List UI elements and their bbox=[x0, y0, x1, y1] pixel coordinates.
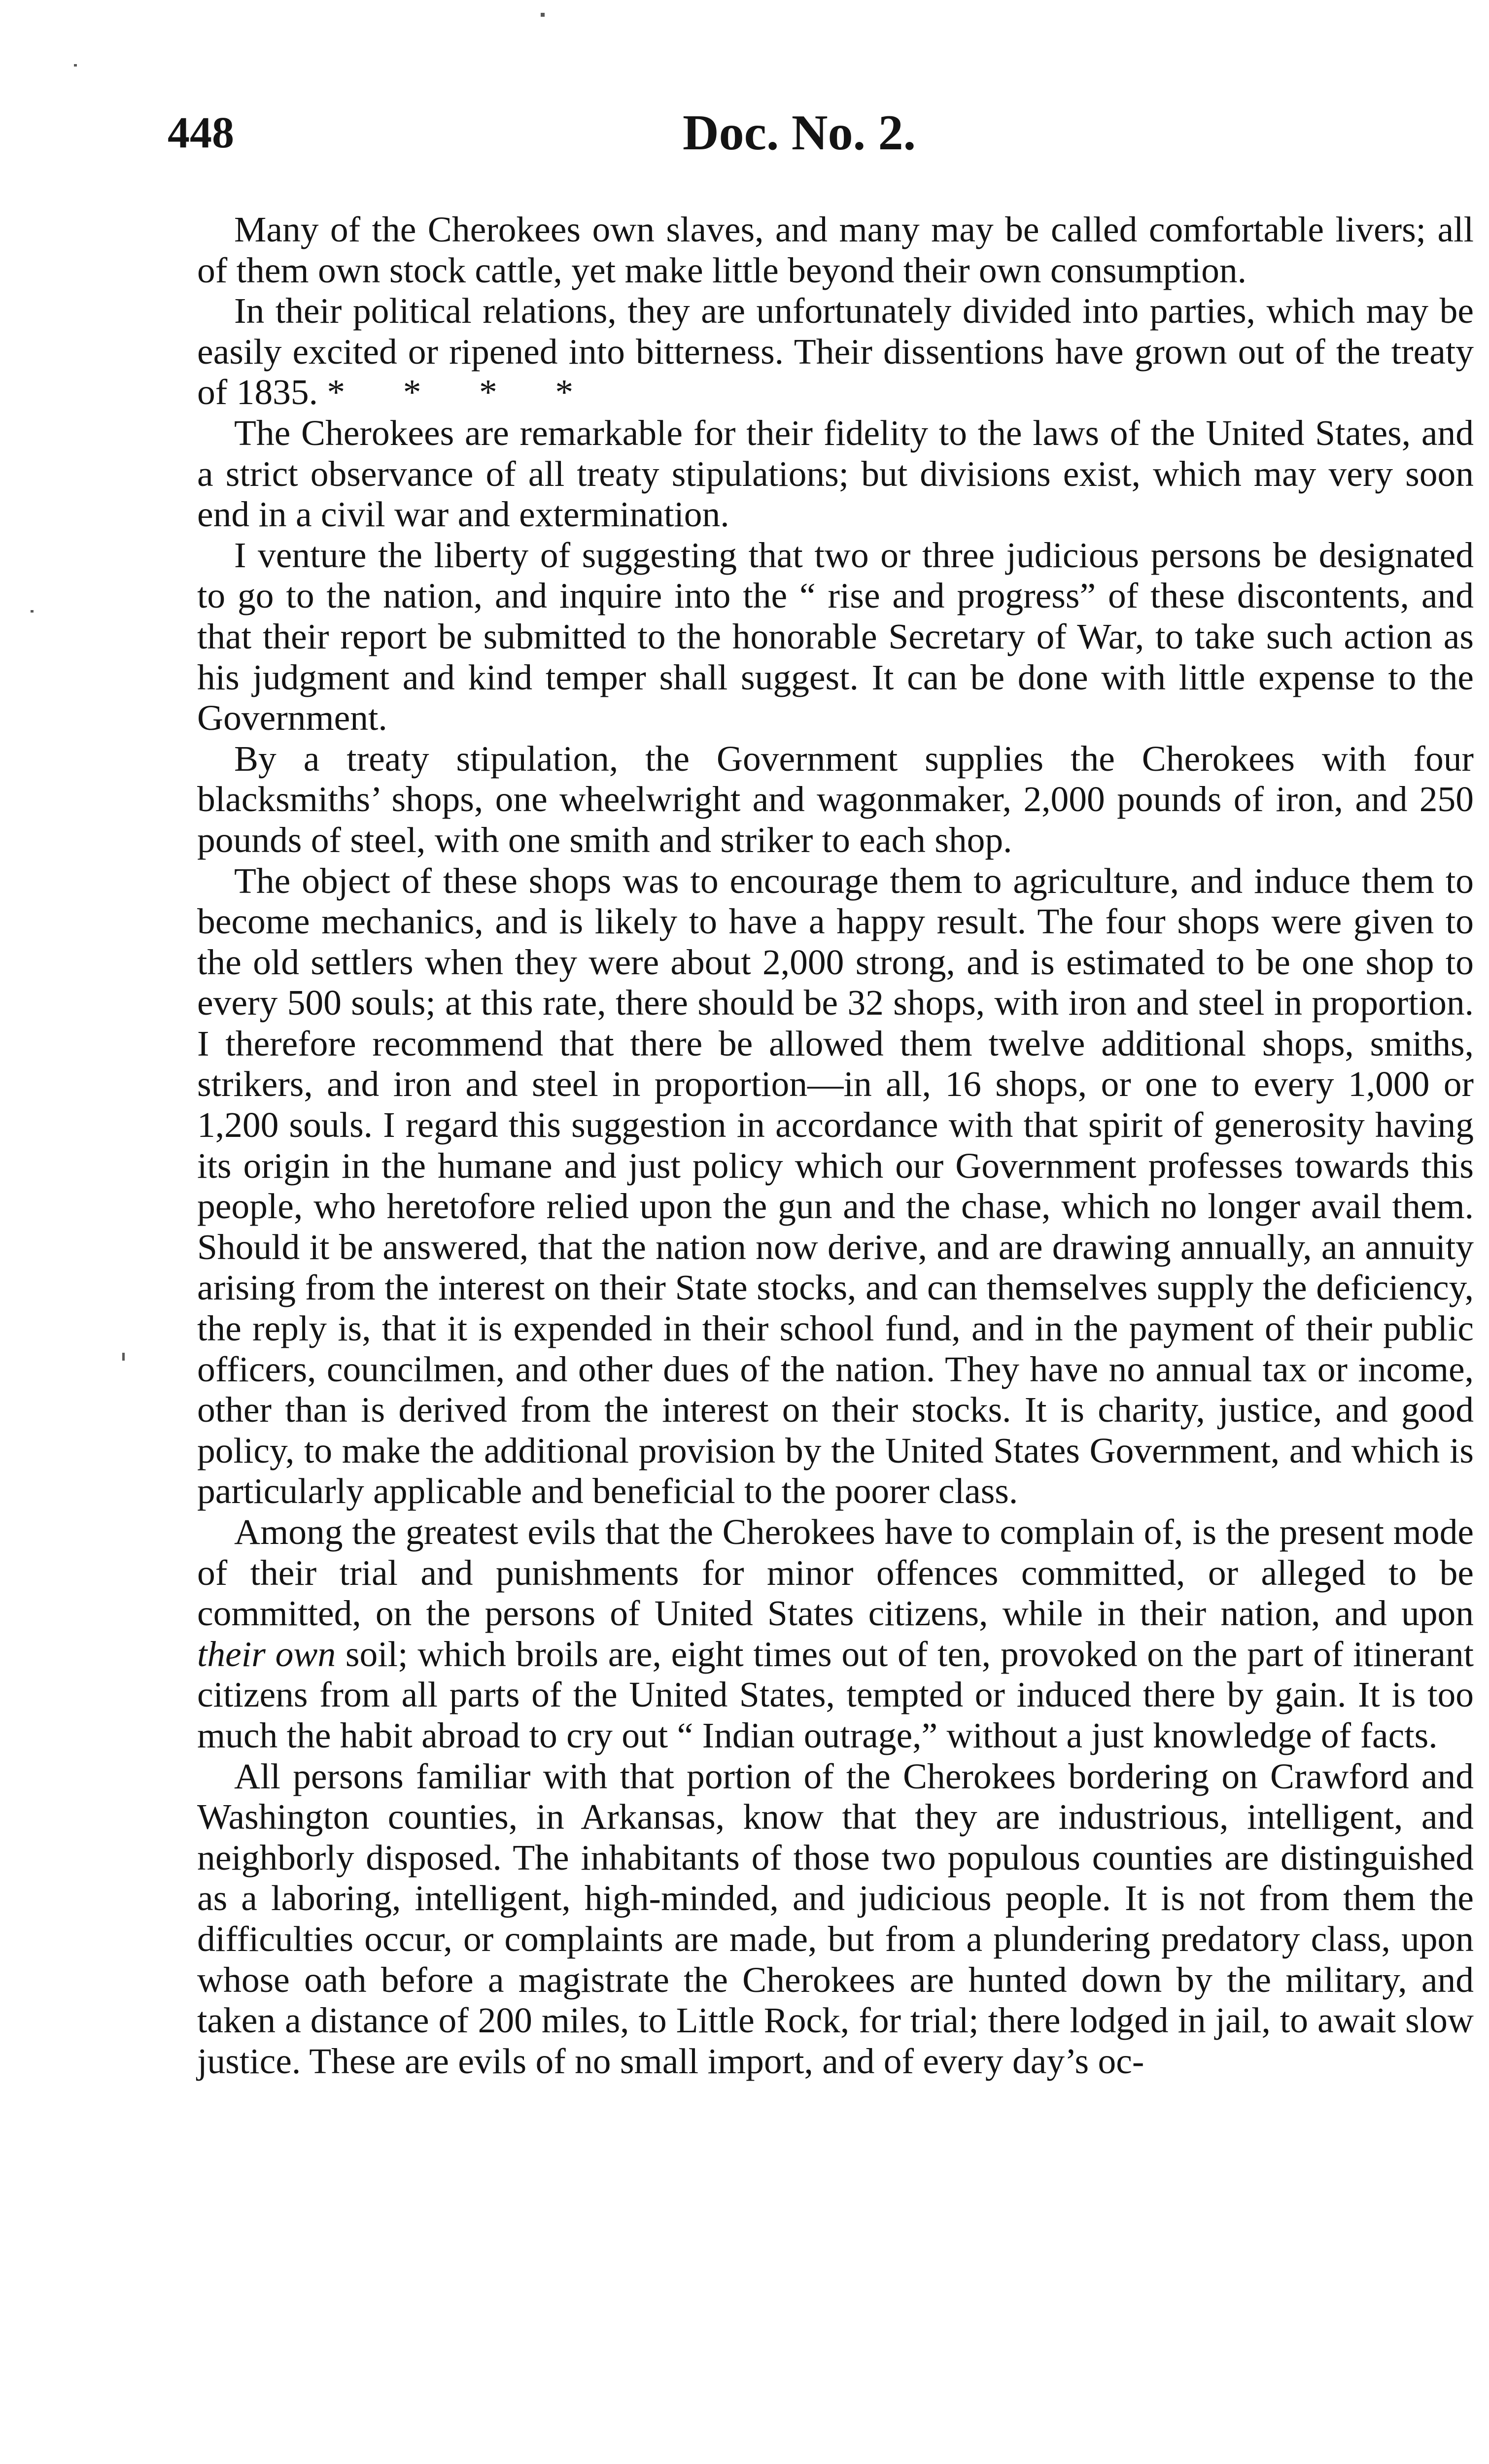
paragraph bbox=[197, 413, 1474, 535]
paragraph-text: soil; which broils are, eight times out of ten, provoked on the part of itinerant citizens from all parts of the United States, tempted or induced there by gain. It is too much the habit abroad to cry out “ Indian outrage,” without a just knowledge of facts. bbox=[197, 1634, 1474, 1755]
paragraph-text: All persons familiar with that portion of the Cherokees bordering on Crawford and Washington counties, in Arkansas, know that they are industrious, intelligent, and neighborly disposed. The inhabitants of those two populous counties are distinguished as a laboring, intelligent, high-minded, and judicious people. It is not from them the difficulties occur, or complaints are made, but from a plundering predatory class, upon whose oath before a magistrate the Cherokees are hunted down by the military, and taken a distance of 200 miles, to Little Rock, for trial; there lodged in jail, to await slow justice. These are evils of no small import, and of every day’s oc- bbox=[197, 1756, 1474, 2081]
italic-emphasis: their own bbox=[197, 1634, 336, 1674]
paragraph-text: In their political relations, they are unfortunately divided into parties, which may be easily excited or ripened into bitterness. Their dissentions have grown out of the treaty of 1835. bbox=[197, 291, 1474, 412]
paragraph bbox=[197, 1512, 1474, 1756]
page-header bbox=[168, 106, 1479, 170]
paragraph-text: Among the greatest evils that the Cherokees have to complain of, is the present mode of their trial and punishments for minor offences committed, or alleged to be committed, on the persons of United States citizens, while in their nation, and upon bbox=[197, 1512, 1474, 1634]
body-text bbox=[197, 209, 1474, 2082]
paragraph bbox=[197, 209, 1474, 291]
paragraph bbox=[197, 1756, 1474, 2082]
paragraph-text: The object of these shops was to encourage them to agriculture, and induce them to become mechanics, and is likely to have a happy result. The four shops were given to the old settlers when they were about 2,000 strong, and is estimated to be one shop to every 500 souls; at this rate, there should be 32 shops, with iron and steel in proportion. I therefore recommend that there be allowed them twelve additional shops, smiths, strikers, and iron and steel in proportion—in all, 16 shops, or one to every 1,000 or 1,200 souls. I regard this suggestion in accordance with that spirit of generosity having its origin in the humane and just policy which our Government professes towards this people, who heretofore relied upon the gun and the chase, which no longer avail them. Should it be answered, that the nation now derive, and are drawing annually, an annuity arising from the interest on their State stocks, and can themselves supply the deficiency, the reply is, that it is expended in their school fund, and in the payment of their public officers, councilmen, and other dues of the nation. They have no annual tax or income, other than is derived from the interest on their stocks. It is charity, justice, and good policy, to make the additional provision by the United States Government, and which is particularly applicable and beneficial to the poorer class. bbox=[197, 860, 1474, 1511]
paragraph bbox=[197, 535, 1474, 739]
paragraph bbox=[197, 861, 1474, 1512]
paragraph-text: Many of the Cherokees own slaves, and many may be called comfortable livers; all of them own stock cattle, yet make little beyond their own consumption. bbox=[197, 209, 1474, 290]
paragraph bbox=[197, 739, 1474, 861]
paragraph-text: I venture the liberty of suggesting that two or three judicious persons be designated to go to the nation, and inquire into the “ rise and progress” of these discontents, and that their report be submitted to the honorable Secretary of War, to take such action as his judgment and kind temper shall suggest. It can be done with little expense to the Government. bbox=[197, 535, 1474, 738]
paragraph bbox=[197, 291, 1474, 413]
asterisks-ellipsis: * * * * bbox=[327, 372, 574, 412]
page-number: 448 bbox=[168, 108, 234, 157]
paragraph-text: The Cherokees are remarkable for their fidelity to the laws of the United States, and a strict observance of all treaty stipulations; but divisions exist, which may very soon end in a civil war and extermination. bbox=[197, 412, 1474, 535]
paragraph-text: By a treaty stipulation, the Government supplies the Cherokees with four blacksmiths’ shops, one wheelwright and wagonmaker, 2,000 pounds of iron, and 250 pounds of steel, with one smith and striker to each shop. bbox=[197, 738, 1474, 860]
running-head: Doc. No. 2. bbox=[683, 105, 916, 161]
